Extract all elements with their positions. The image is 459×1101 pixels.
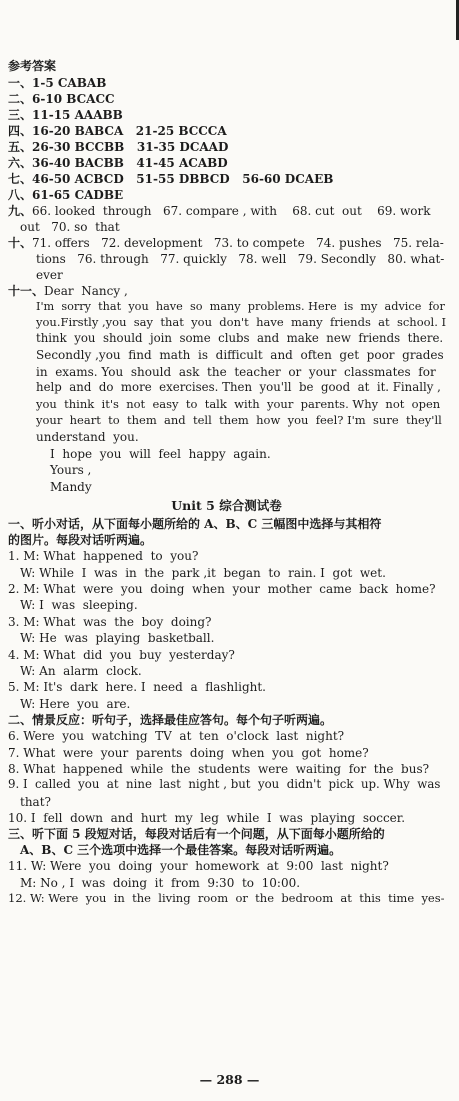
question-line: W: Here you are. — [20, 696, 131, 711]
question-line: 1. M: What happened to you? — [8, 549, 199, 564]
answer-line: 十、71. offers 72. development 73. to compete 74. pushes 75. rela- — [8, 236, 444, 250]
listening-part-1 — [8, 518, 445, 710]
instruction-line: 二、情景反应：听句子，选择最佳应答句。每个句子听两遍。 — [8, 713, 333, 728]
answer-line: 八、61-65 CADBE — [8, 188, 124, 202]
section-11-letter — [8, 285, 445, 493]
answers-top — [8, 77, 445, 201]
question-line: 12. W: Were you in the living room or the bedroom at this time yes- — [8, 891, 445, 906]
letter-line: I'm sorry that you have so many problems. Here is my advice for — [36, 300, 445, 313]
section-9 — [8, 205, 445, 233]
letter-line: you.Firstly ,you say that you don't have many friends at school. I — [36, 314, 447, 329]
answer-line: 四、16-20 BABCA 21-25 BCCCA — [8, 124, 227, 138]
question-line: 4. M: What did you buy yesterday? — [8, 647, 235, 662]
answer-line: 九、66. looked through 67. compare , with 68. cut out 69. work — [8, 204, 431, 218]
letter-line: in exams. You should ask the teacher or your classmates for — [36, 364, 436, 379]
section-heading: 参考答案 — [8, 59, 57, 73]
listening-part-3 — [8, 828, 445, 904]
question-line: W: An alarm clock. — [20, 664, 142, 679]
question-line: 3. M: What was the boy doing? — [8, 614, 212, 629]
answer-line: ever — [36, 268, 63, 282]
instruction-line: A、B、C 三个选项中选择一个最佳答案。每段对话听两遍。 — [20, 843, 342, 858]
letter-line: Secondly ,you find math is difficult and often get poor grades — [36, 348, 444, 363]
letter-signature: Mandy — [50, 479, 92, 494]
letter-line: understand you. — [36, 430, 139, 444]
listening-part-2 — [8, 714, 445, 824]
question-line: 11. W: Were you doing your homework at 9:00 last night? — [8, 859, 389, 874]
question-list — [8, 550, 445, 710]
answer-line: 五、26-30 BCCBB 31-35 DCAAD — [8, 140, 229, 154]
question-line: 6. Were you watching TV at ten o'clock last night? — [8, 729, 345, 744]
answer-line: out 70. so that — [20, 220, 120, 234]
letter-line: your heart to them and tell them how you feel? I'm sure they'll — [36, 412, 442, 427]
unit-title: Unit 5 综合测试卷 — [171, 497, 282, 513]
letter-line: help and do more exercises. Then you'll be good at it. Finally , — [36, 380, 441, 395]
instruction-line: 一、听小对话，从下面每小题所给的 A、B、C 三幅图中选择与其相符 — [8, 517, 382, 532]
instruction-line: 的图片。每段对话听两遍。 — [8, 533, 153, 548]
question-line: W: He was playing basketball. — [20, 631, 215, 646]
question-line: 5. M: It's dark here. I need a flashlight. — [8, 680, 266, 695]
answer-line: 一、1-5 CABAB — [8, 76, 107, 90]
page-number: — 288 — — [199, 1072, 260, 1087]
question-line: 2. M: What were you doing when your mother came back home? — [8, 582, 436, 597]
letter-line: think you should join some clubs and make new friends there. — [36, 330, 444, 345]
answer-line: tions 76. through 77. quickly 78. well 79. Secondly 80. what- — [36, 252, 445, 266]
question-line: M: No , I was doing it from 9:30 to 10:00. — [20, 875, 301, 890]
question-line: W: While I was in the park ,it began to rain. I got wet. — [20, 565, 386, 580]
letter-line: you think it's not easy to talk with your parents. Why not open — [36, 396, 441, 411]
instruction-line: 三、听下面 5 段短对话，每段对话后有一个问题，从下面每小题所给的 — [8, 827, 385, 842]
question-line: that? — [20, 794, 51, 809]
question-line: W: I was sleeping. — [20, 598, 138, 613]
answer-line: 七、46-50 ACBCD 51-55 DBBCD 56-60 DCAEB — [8, 172, 334, 186]
section-10 — [8, 237, 445, 281]
letter-closing: Yours , — [50, 463, 92, 478]
answer-line: 三、11-15 AAABB — [8, 108, 123, 122]
question-line: 8. What happened while the students were waiting for the bus? — [8, 761, 430, 776]
letter-hope: I hope you will feel happy again. — [50, 446, 271, 461]
question-line: 7. What were your parents doing when you got home? — [8, 745, 369, 760]
question-line: 10. I fell down and hurt my leg while I was playing soccer. — [8, 810, 406, 825]
answer-line: 二、6-10 BCACC — [8, 92, 115, 106]
letter-greeting-line: 十一、Dear Nancy , — [8, 284, 128, 298]
answer-line: 六、36-40 BACBB 41-45 ACABD — [8, 156, 228, 170]
question-line: 9. I called you at nine last night , but you didn't pick up. Why was — [8, 777, 441, 792]
